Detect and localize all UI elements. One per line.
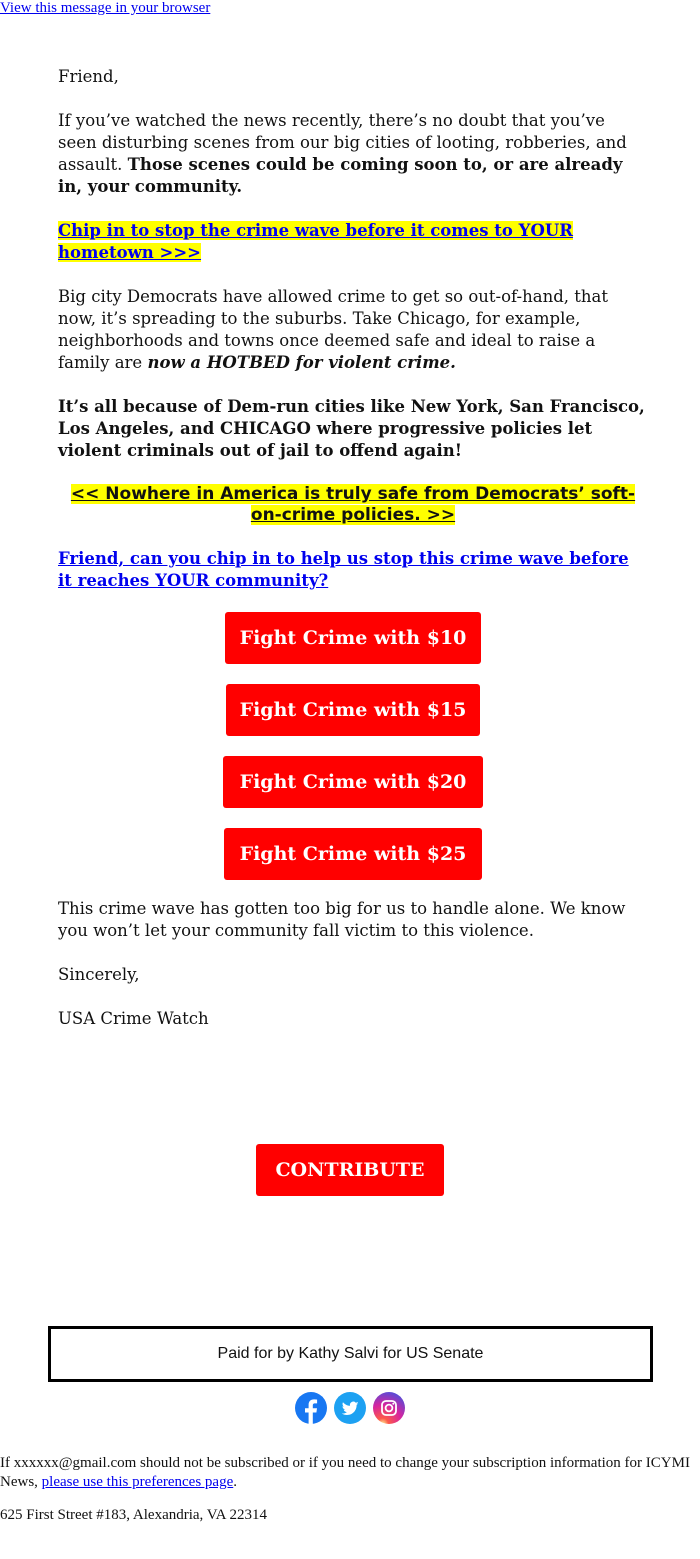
intro-text: If you’ve watched the news recently, there’s no doubt that you’ve seen disturbing scenes from our big cities of looting, robberies, and assault.: [58, 111, 627, 174]
donate-15-button[interactable]: Fight Crime with $15: [226, 684, 480, 736]
closing-paragraph: This crime wave has gotten too big for us to handle alone. We know you won’t let your community fall victim to this violence.: [58, 899, 626, 940]
chip-in-paragraph-2: [58, 548, 648, 592]
cta-link-paragraph: [58, 220, 648, 264]
hotbed-emphasis: now a HOTBED for violent crime.: [147, 353, 456, 372]
donate-10-button[interactable]: Fight Crime with $10: [225, 612, 481, 664]
instagram-icon[interactable]: [373, 1392, 405, 1424]
intro-paragraph: [58, 110, 648, 198]
chicago-paragraph: [58, 286, 648, 374]
footer-period: .: [233, 1474, 237, 1490]
twitter-icon[interactable]: [334, 1392, 366, 1424]
dem-cities-bold-text: It’s all because of Dem-run cities like New York, San Francisco, Los Angeles, and CHICAGO where progressive policies let violent criminals out of jail to offend again!: [58, 397, 645, 460]
donation-buttons: [58, 612, 648, 880]
chicago-text: Big city Democrats have allowed crime to get so out-of-hand, that now, it’s spreading to the suburbs. Take Chicago, for example, neighborhoods and towns once deemed safe and ideal to raise a family are: [58, 287, 609, 372]
sincerely: Sincerely,: [58, 965, 140, 984]
donate-25-button[interactable]: Fight Crime with $25: [224, 828, 482, 880]
mailing-address: 625 First Street #183, Alexandria, VA 22314: [0, 1507, 267, 1523]
paid-for-disclaimer: Paid for by Kathy Salvi for US Senate: [48, 1326, 653, 1382]
donate-20-button[interactable]: Fight Crime with $20: [223, 756, 483, 808]
signature: USA Crime Watch: [58, 1009, 209, 1028]
view-in-browser-link[interactable]: View this message in your browser: [0, 0, 211, 16]
intro-bold-text: Those scenes could be coming soon to, or are already in, your community.: [58, 155, 623, 196]
greeting: Friend,: [58, 67, 119, 86]
unsubscribe-notice: [0, 1454, 690, 1492]
email-body: [58, 66, 648, 1052]
facebook-icon[interactable]: [295, 1392, 327, 1424]
preferences-link[interactable]: please use this preferences page: [41, 1474, 234, 1490]
warning-banner-paragraph: [58, 484, 648, 526]
unsubscribe-text: If xxxxxx@gmail.com should not be subscribed or if you need to change your subscription information for ICYMI News,: [0, 1455, 690, 1490]
chip-in-link-2[interactable]: Friend, can you chip in to help us stop this crime wave before it reaches YOUR community?: [58, 549, 629, 590]
social-links: [0, 1392, 700, 1424]
dem-cities-paragraph: [58, 396, 648, 462]
warning-banner[interactable]: << Nowhere in America is truly safe from Democrats’ soft-on-crime policies. >>: [70, 484, 636, 525]
footer: [0, 1454, 690, 1525]
chip-in-link-1[interactable]: Chip in to stop the crime wave before it comes to YOUR hometown >>>: [58, 221, 573, 262]
contribute-button[interactable]: CONTRIBUTE: [256, 1144, 444, 1196]
